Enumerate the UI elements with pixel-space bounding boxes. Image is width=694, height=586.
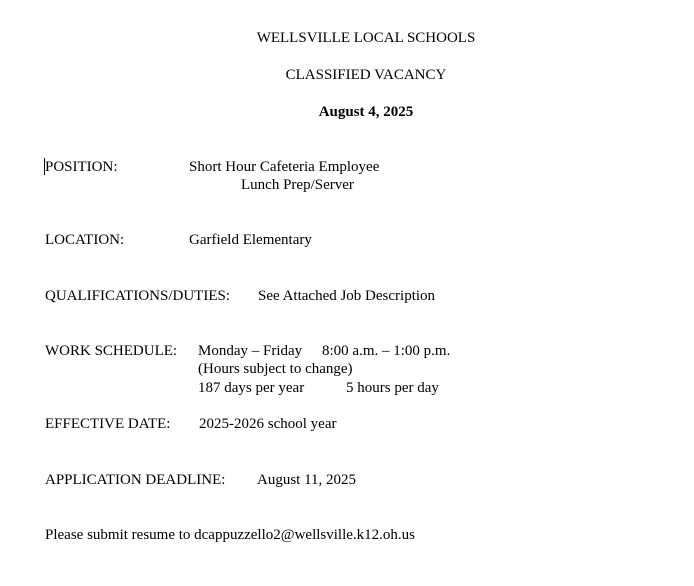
position-label: POSITION: bbox=[45, 159, 118, 175]
work-schedule-note: (Hours subject to change) bbox=[198, 361, 353, 377]
qualifications-value: See Attached Job Description bbox=[258, 288, 436, 304]
location-value: Garfield Elementary bbox=[189, 232, 312, 248]
work-schedule-label: WORK SCHEDULE: bbox=[45, 343, 178, 359]
work-schedule-hours: 8:00 a.m. – 1:00 p.m. bbox=[322, 343, 451, 359]
work-schedule-days-per-year: 187 days per year bbox=[198, 380, 305, 396]
work-schedule-hours-per-day: 5 hours per day bbox=[346, 380, 439, 396]
vacancy-type-heading: CLASSIFIED VACANCY bbox=[285, 67, 447, 83]
district-heading: WELLSVILLE LOCAL SCHOOLS bbox=[256, 30, 476, 46]
effective-date-label: EFFECTIVE DATE: bbox=[45, 416, 171, 432]
position-subtitle: Lunch Prep/Server bbox=[241, 177, 354, 193]
application-deadline-label: APPLICATION DEADLINE: bbox=[45, 472, 226, 488]
effective-date-value: 2025-2026 school year bbox=[199, 416, 337, 432]
posting-date: August 4, 2025 bbox=[318, 104, 414, 120]
position-title: Short Hour Cafeteria Employee bbox=[189, 159, 380, 175]
submission-instructions: Please submit resume to dcappuzzello2@wellsville.k12.oh.us bbox=[45, 527, 415, 543]
work-schedule-days: Monday – Friday bbox=[198, 343, 303, 359]
application-deadline-value: August 11, 2025 bbox=[257, 472, 357, 488]
qualifications-label: QUALIFICATIONS/DUTIES: bbox=[45, 288, 230, 304]
location-label: LOCATION: bbox=[45, 232, 125, 248]
